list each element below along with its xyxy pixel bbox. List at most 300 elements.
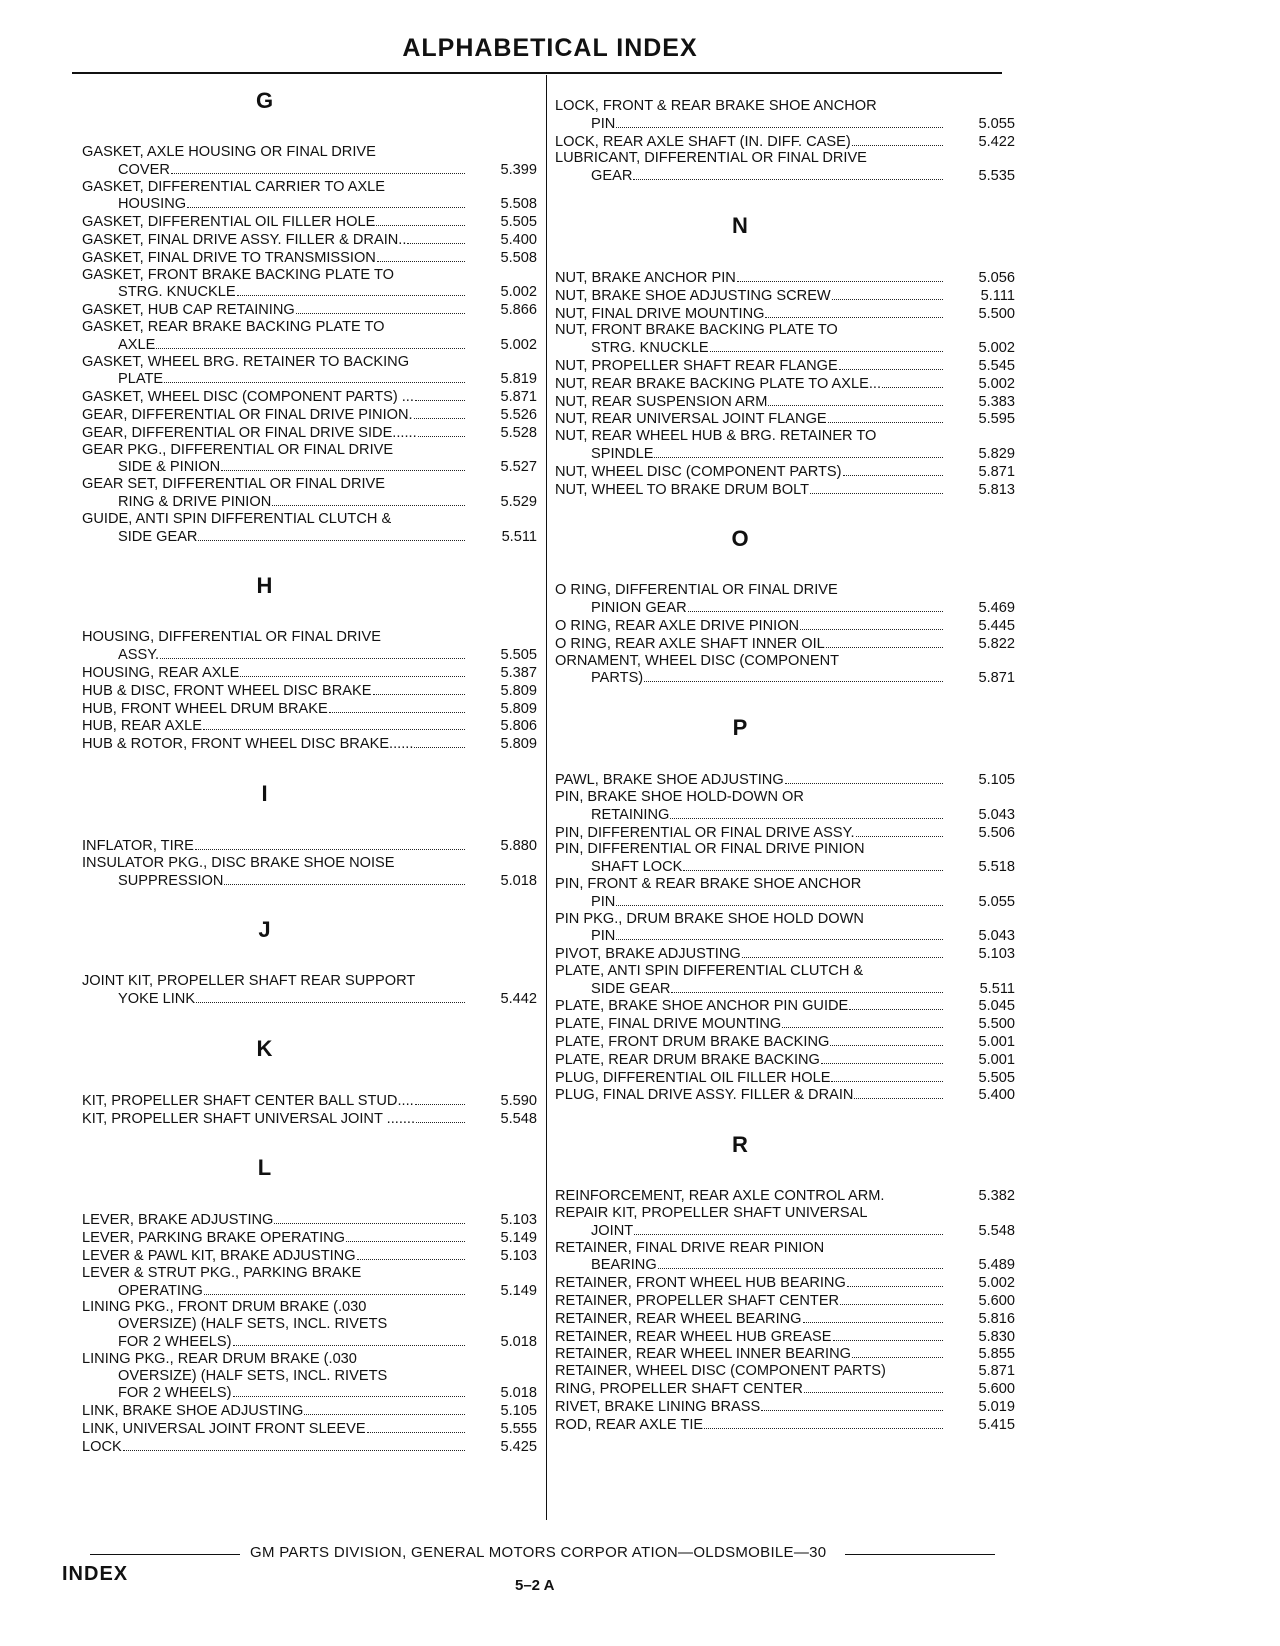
index-entry: [555, 1398, 1015, 1416]
index-entry: [555, 1292, 1015, 1310]
entry-name: FOR 2 WHEELS): [118, 1334, 232, 1351]
entry-name: JOINT: [591, 1222, 634, 1239]
page-reference: 5.866: [500, 302, 537, 319]
index-entry: [555, 463, 1015, 481]
page-reference: 5.600: [978, 1293, 1015, 1310]
index-entry: [555, 1310, 1015, 1328]
left-column: [82, 88, 537, 1456]
entry-name: PLATE, ANTI SPIN DIFFERENTIAL CLUTCH &: [555, 962, 864, 979]
dot-leader: [204, 1282, 465, 1295]
entry-name: LEVER & PAWL KIT, BRAKE ADJUSTING: [82, 1248, 356, 1265]
index-entry: [555, 876, 1015, 911]
dot-leader: [761, 1398, 943, 1411]
entry-name: REPAIR KIT, PROPELLER SHAFT UNIVERSAL: [555, 1205, 868, 1222]
entry-name: LINK, UNIVERSAL JOINT FRONT SLEEVE: [82, 1421, 366, 1438]
page-reference: 5.822: [978, 635, 1015, 652]
page-reference: 5.518: [978, 859, 1015, 876]
entry-name: OVERSIZE) (HALF SETS, INCL. RIVETS: [118, 1316, 388, 1333]
entry-name: INFLATOR, TIRE: [82, 837, 194, 854]
index-entry: [82, 301, 537, 319]
page-reference: 5.019: [978, 1398, 1015, 1415]
index-entry: [82, 1229, 537, 1247]
entry-name: NUT, FINAL DRIVE MOUNTING: [555, 305, 765, 322]
right-column: [555, 98, 1015, 1433]
entry-name: PLUG, DIFFERENTIAL OIL FILLER HOLE: [555, 1069, 831, 1086]
dot-leader: [644, 669, 943, 682]
entry-name: LINK, BRAKE SHOE ADJUSTING: [82, 1403, 304, 1420]
entry-name: PIN: [591, 115, 616, 132]
entry-name: HUB, FRONT WHEEL DRUM BRAKE: [82, 700, 328, 717]
entry-name: GASKET, HUB CAP RETAINING: [82, 302, 295, 319]
index-entry: [555, 1069, 1015, 1087]
dot-leader: [616, 115, 943, 128]
page-reference: 5.399: [500, 161, 537, 178]
page-reference: 5.103: [978, 946, 1015, 963]
dot-leader: [832, 287, 943, 300]
entry-name: JOINT KIT, PROPELLER SHAFT REAR SUPPORT: [82, 973, 416, 990]
index-entry: [82, 837, 537, 855]
entry-name: NUT, REAR UNIVERSAL JOINT FLANGE: [555, 411, 827, 428]
index-entry: [555, 393, 1015, 411]
entry-name: NUT, FRONT BRAKE BACKING PLATE TO: [555, 322, 838, 339]
index-entry: [82, 424, 537, 442]
index-entry: [555, 771, 1015, 789]
index-entry: [82, 354, 537, 389]
dot-leader: [849, 997, 943, 1010]
index-entry: [555, 98, 1015, 133]
index-entry: [555, 617, 1015, 635]
entry-name: RETAINER, FRONT WHEEL HUB BEARING: [555, 1275, 846, 1292]
entry-name: LINING PKG., REAR DRUM BRAKE (.030: [82, 1350, 357, 1367]
page-reference: 5.506: [978, 824, 1015, 841]
index-entry: [82, 319, 537, 354]
dot-leader: [737, 269, 943, 282]
dot-leader: [416, 1110, 465, 1123]
dot-leader: [224, 872, 465, 885]
page-reference: 5.813: [978, 481, 1015, 498]
index-entry: [82, 1420, 537, 1438]
entry-name: BEARING: [591, 1257, 657, 1274]
page-reference: 5.829: [978, 445, 1015, 462]
entry-name: RETAINER, REAR WHEEL INNER BEARING: [555, 1346, 851, 1363]
entry-name: LEVER, BRAKE ADJUSTING: [82, 1212, 274, 1229]
index-entry: [82, 249, 537, 267]
entry-name: NUT, REAR WHEEL HUB & BRG. RETAINER TO: [555, 428, 877, 445]
entry-name: GEAR, DIFFERENTIAL OR FINAL DRIVE PINION.: [82, 406, 413, 423]
entry-name: RETAINER, PROPELLER SHAFT CENTER: [555, 1293, 840, 1310]
entry-name: HUB & ROTOR, FRONT WHEEL DISC BRAKE......: [82, 736, 414, 753]
index-entry: [555, 1328, 1015, 1346]
index-entry: [555, 945, 1015, 963]
page-reference: 5.511: [501, 528, 537, 545]
entry-name: PAWL, BRAKE SHOE ADJUSTING: [555, 772, 784, 789]
dot-leader: [367, 1420, 465, 1433]
dot-leader: [882, 375, 943, 388]
index-entry: [82, 1265, 537, 1300]
index-entry: [555, 375, 1015, 393]
page-reference: 5.469: [978, 600, 1015, 617]
dot-leader: [830, 1033, 943, 1046]
page-reference: 5.508: [500, 196, 537, 213]
section-letter: I: [261, 780, 268, 806]
entry-name: NUT, WHEEL DISC (COMPONENT PARTS): [555, 463, 842, 480]
page-reference: 5.018: [500, 872, 537, 889]
dot-leader: [187, 195, 465, 208]
entry-name: SIDE GEAR: [591, 980, 671, 997]
entry-name: O RING, REAR AXLE SHAFT INNER OIL: [555, 635, 825, 652]
dot-leader: [164, 370, 465, 383]
page-reference: 5.001: [978, 1034, 1015, 1051]
index-entry: [555, 1416, 1015, 1434]
entry-name: GASKET, FINAL DRIVE ASSY. FILLER & DRAIN..: [82, 231, 407, 248]
page-reference: 5.505: [978, 1069, 1015, 1086]
entry-name: FOR 2 WHEELS): [118, 1385, 232, 1402]
entry-name: PARTS): [591, 670, 644, 687]
entry-name: RETAINER, WHEEL DISC (COMPONENT PARTS): [555, 1363, 886, 1380]
index-entry: [555, 1240, 1015, 1275]
entry-name: HUB & DISC, FRONT WHEEL DISC BRAKE: [82, 682, 372, 699]
index-entry: [82, 973, 537, 1008]
dot-leader: [171, 161, 465, 174]
dot-leader: [123, 1438, 465, 1451]
index-entry: [555, 322, 1015, 357]
index-entry: [82, 442, 537, 477]
page-reference: 5.055: [978, 893, 1015, 910]
dot-leader: [376, 213, 465, 226]
entry-name: GEAR PKG., DIFFERENTIAL OR FINAL DRIVE: [82, 441, 394, 458]
dot-leader: [616, 893, 943, 906]
page-reference: 5.383: [978, 393, 1015, 410]
entry-name: SIDE GEAR: [118, 528, 198, 545]
entry-name: RETAINER, REAR WHEEL HUB GREASE: [555, 1328, 832, 1345]
page-reference: 5.527: [500, 459, 537, 476]
dot-leader: [160, 646, 465, 659]
entry-name: GASKET, WHEEL BRG. RETAINER TO BACKING: [82, 353, 410, 370]
page-reference: 5.415: [978, 1416, 1015, 1433]
entry-name: LOCK: [82, 1438, 122, 1455]
page-reference: 5.018: [500, 1385, 537, 1402]
dot-leader: [670, 806, 943, 819]
entry-name: LEVER, PARKING BRAKE OPERATING: [82, 1230, 346, 1247]
index-entry: [555, 653, 1015, 688]
entry-name: NUT, PROPELLER SHAFT REAR FLANGE: [555, 357, 838, 374]
page-reference: 5.002: [978, 340, 1015, 357]
index-entry: [555, 269, 1015, 287]
page-reference: 5.442: [500, 991, 537, 1008]
column-divider: [546, 75, 547, 1520]
index-entry: [82, 1402, 537, 1420]
page-reference: 5.111: [980, 287, 1015, 304]
entry-name: GEAR, DIFFERENTIAL OR FINAL DRIVE SIDE......: [82, 424, 417, 441]
index-entry: [555, 1188, 1015, 1205]
page-reference: 5.055: [978, 115, 1015, 132]
page-reference: 5.103: [500, 1248, 537, 1265]
index-entry: [555, 428, 1015, 463]
dot-leader: [800, 617, 943, 630]
entry-name: YOKE LINK: [118, 991, 196, 1008]
page-reference: 5.548: [978, 1222, 1015, 1239]
page-reference: 5.500: [978, 1016, 1015, 1033]
entry-name: RIVET, BRAKE LINING BRASS: [555, 1398, 761, 1415]
index-entry: [82, 388, 537, 406]
page-reference: 5.103: [500, 1212, 537, 1229]
page-reference: 5.535: [978, 168, 1015, 185]
entry-name: LOCK, REAR AXLE SHAFT (IN. DIFF. CASE): [555, 133, 851, 150]
index-entry: [82, 213, 537, 231]
dot-leader: [415, 388, 465, 401]
entry-name: PIN: [591, 893, 616, 910]
page-reference: 5.105: [500, 1403, 537, 1420]
dot-leader: [803, 1310, 943, 1323]
index-entry: [82, 1438, 537, 1456]
entry-name: NUT, BRAKE SHOE ADJUSTING SCREW: [555, 287, 831, 304]
entry-name: HUB, REAR AXLE: [82, 718, 203, 735]
index-entry: [82, 1110, 537, 1128]
entry-name: LUBRICANT, DIFFERENTIAL OR FINAL DRIVE: [555, 150, 867, 167]
index-entry: [82, 511, 537, 546]
entry-name: PLATE, REAR DRUM BRAKE BACKING: [555, 1051, 820, 1068]
page-reference: 5.018: [500, 1334, 537, 1351]
entry-name: SPINDLE: [591, 445, 654, 462]
dot-leader: [785, 771, 943, 784]
index-entry: [555, 410, 1015, 428]
page-reference: 5.871: [978, 463, 1015, 480]
page-reference: 5.002: [500, 336, 537, 353]
entry-name: LINING PKG., FRONT DRUM BRAKE (.030: [82, 1299, 367, 1316]
dot-leader: [828, 410, 943, 423]
entry-name: PINION GEAR: [591, 600, 687, 617]
page-reference: 5.871: [978, 670, 1015, 687]
index-entry: [82, 231, 537, 249]
entry-name: SHAFT LOCK: [591, 859, 683, 876]
entry-name: STRG. KNUCKLE: [118, 284, 236, 301]
index-entry: [82, 700, 537, 718]
index-entry: [82, 629, 537, 664]
section-letter: H: [256, 573, 273, 599]
entry-name: REINFORCEMENT, REAR AXLE CONTROL ARM.: [555, 1188, 885, 1205]
entry-name: PLATE, BRAKE SHOE ANCHOR PIN GUIDE: [555, 998, 849, 1015]
index-entry: [82, 144, 537, 179]
dot-leader: [414, 406, 465, 419]
entry-name: PIN, BRAKE SHOE HOLD-DOWN OR: [555, 788, 804, 805]
dot-leader: [839, 357, 943, 370]
index-entry: [555, 963, 1015, 998]
dot-leader: [195, 837, 465, 850]
entry-name: PIN PKG., DRUM BRAKE SHOE HOLD DOWN: [555, 910, 864, 927]
page-reference: 5.045: [978, 998, 1015, 1015]
page-reference: 5.855: [978, 1346, 1015, 1363]
dot-leader: [373, 682, 466, 695]
page-reference: 5.505: [500, 214, 537, 231]
page-reference: 5.445: [978, 617, 1015, 634]
page-reference: 5.555: [500, 1421, 537, 1438]
entry-name: ASSY.: [118, 647, 160, 664]
index-entry: [555, 997, 1015, 1015]
page-reference: 5.149: [500, 1282, 537, 1299]
page-reference: 5.382: [978, 1188, 1015, 1205]
page-reference: 5.489: [978, 1257, 1015, 1274]
index-entry: [555, 582, 1015, 617]
dot-leader: [415, 1092, 465, 1105]
dot-leader: [304, 1402, 465, 1415]
index-entry: [555, 287, 1015, 305]
footer-rule-left: [90, 1554, 240, 1555]
entry-name: RING & DRIVE PINION: [118, 493, 272, 510]
dot-leader: [683, 858, 943, 871]
page-reference: 5.595: [978, 411, 1015, 428]
index-entry: [82, 1247, 537, 1265]
entry-name: COVER: [118, 161, 170, 178]
entry-name: GASKET, DIFFERENTIAL CARRIER TO AXLE: [82, 178, 386, 195]
entry-name: KIT, PROPELLER SHAFT CENTER BALL STUD....: [82, 1092, 414, 1109]
title-rule: [72, 72, 1002, 74]
page-title: ALPHABETICAL INDEX: [402, 34, 698, 62]
page-reference: 5.508: [500, 249, 537, 266]
index-entry: [82, 406, 537, 424]
page-reference: 5.105: [978, 772, 1015, 789]
entry-name: RETAINING: [591, 806, 670, 823]
dot-leader: [671, 980, 943, 993]
page-reference: 5.529: [500, 493, 537, 510]
entry-name: GEAR SET, DIFFERENTIAL OR FINAL DRIVE: [82, 476, 386, 493]
entry-name: GASKET, FINAL DRIVE TO TRANSMISSION: [82, 249, 376, 266]
entry-name: HOUSING: [118, 196, 187, 213]
index-entry: [555, 789, 1015, 824]
index-entry: [555, 1086, 1015, 1104]
entry-name: PLATE: [118, 371, 164, 388]
entry-name: PIN: [591, 928, 616, 945]
page-reference: 5.830: [978, 1328, 1015, 1345]
index-entry: [555, 1033, 1015, 1051]
index-entry: [82, 735, 537, 753]
index-entry: [555, 481, 1015, 499]
index-entry: [555, 1380, 1015, 1398]
dot-leader: [886, 1188, 944, 1200]
entry-name: RETAINER, FINAL DRIVE REAR PINION: [555, 1239, 825, 1256]
entry-name: GUIDE, ANTI SPIN DIFFERENTIAL CLUTCH &: [82, 510, 392, 527]
dot-leader: [710, 339, 943, 352]
entry-name: INSULATOR PKG., DISC BRAKE SHOE NOISE: [82, 854, 395, 871]
dot-leader: [357, 1247, 465, 1260]
entry-name: RETAINER, REAR WHEEL BEARING: [555, 1310, 802, 1327]
page-reference: 5.548: [500, 1110, 537, 1127]
page-reference: 5.871: [978, 1363, 1015, 1380]
dot-leader: [203, 717, 465, 730]
section-letter: R: [732, 1132, 748, 1158]
index-entry: [555, 305, 1015, 323]
entry-name: GASKET, REAR BRAKE BACKING PLATE TO: [82, 318, 385, 335]
section-letter: G: [255, 88, 274, 113]
page-reference: 5.400: [978, 1087, 1015, 1104]
page-reference: 5.809: [500, 736, 537, 753]
dot-leader: [765, 305, 943, 318]
dot-leader: [196, 990, 465, 1003]
entry-name: STRG. KNUCKLE: [591, 340, 709, 357]
dot-leader: [272, 493, 465, 506]
index-entry: [555, 1051, 1015, 1069]
entry-name: NUT, REAR SUSPENSION ARM: [555, 393, 768, 410]
page-reference: 5.043: [978, 928, 1015, 945]
entry-name: PLATE, FINAL DRIVE MOUNTING: [555, 1016, 782, 1033]
dot-leader: [833, 1328, 943, 1341]
page-reference: 5.871: [500, 389, 537, 406]
dot-leader: [414, 735, 465, 748]
index-entry: [82, 682, 537, 700]
dot-leader: [782, 1015, 943, 1028]
section-letter: L: [257, 1155, 272, 1181]
entry-name: PIN, FRONT & REAR BRAKE SHOE ANCHOR: [555, 875, 862, 892]
index-entry: [555, 150, 1015, 185]
dot-leader: [274, 1211, 465, 1224]
index-entry: [555, 1345, 1015, 1363]
dot-leader: [742, 945, 943, 958]
index-entry: [82, 476, 537, 511]
dot-leader: [634, 1222, 943, 1235]
dot-leader: [240, 664, 465, 677]
dot-leader: [831, 1069, 943, 1082]
entry-name: HOUSING, DIFFERENTIAL OR FINAL DRIVE: [82, 629, 381, 646]
entry-name: GASKET, DIFFERENTIAL OIL FILLER HOLE: [82, 214, 376, 231]
entry-name: ROD, REAR AXLE TIE: [555, 1416, 704, 1433]
index-entry: [82, 179, 537, 214]
section-letter: P: [732, 715, 748, 741]
footer-publisher: GM PARTS DIVISION, GENERAL MOTORS CORPOR ATION—OLDSMOBILE—30: [250, 1544, 827, 1561]
dot-leader: [843, 463, 944, 476]
index-entry: [555, 1274, 1015, 1292]
dot-leader: [329, 700, 465, 713]
page-reference: 5.422: [978, 133, 1015, 150]
dot-leader: [233, 1384, 465, 1397]
index-entry: [82, 1299, 537, 1350]
page-reference: 5.002: [500, 284, 537, 301]
entry-name: O RING, REAR AXLE DRIVE PINION: [555, 617, 800, 634]
page-reference: 5.505: [500, 647, 537, 664]
dot-leader: [688, 599, 943, 612]
entry-name: AXLE: [118, 336, 156, 353]
page-reference: 5.400: [500, 231, 537, 248]
entry-name: GASKET, AXLE HOUSING OR FINAL DRIVE: [82, 144, 376, 160]
entry-name: HOUSING, REAR AXLE: [82, 664, 240, 681]
dot-leader: [407, 231, 465, 244]
index-entry: [82, 1211, 537, 1229]
dot-leader: [847, 1274, 943, 1287]
index-entry: [82, 855, 537, 890]
index-entry: [555, 1363, 1015, 1380]
dot-leader: [704, 1416, 943, 1429]
dot-leader: [198, 528, 465, 541]
section-letter: K: [256, 1035, 273, 1061]
page-reference: 5.819: [500, 371, 537, 388]
dot-leader: [377, 249, 465, 262]
entry-name: PIN, DIFFERENTIAL OR FINAL DRIVE ASSY.: [555, 824, 855, 841]
page-reference: 5.043: [978, 806, 1015, 823]
entry-name: O RING, DIFFERENTIAL OR FINAL DRIVE: [555, 582, 838, 599]
entry-name: NUT, BRAKE ANCHOR PIN: [555, 269, 736, 286]
dot-leader: [852, 1345, 943, 1358]
page-reference: 5.809: [500, 700, 537, 717]
index-entry: [555, 1205, 1015, 1240]
page-reference: 5.600: [978, 1381, 1015, 1398]
page-reference: 5.545: [978, 357, 1015, 374]
entry-name: OVERSIZE) (HALF SETS, INCL. RIVETS: [118, 1367, 388, 1384]
entry-name: PLUG, FINAL DRIVE ASSY. FILLER & DRAIN: [555, 1087, 854, 1104]
index-entry: [82, 664, 537, 682]
entry-name: LOCK, FRONT & REAR BRAKE SHOE ANCHOR: [555, 98, 877, 114]
dot-leader: [856, 824, 943, 837]
dot-leader: [233, 1333, 465, 1346]
dot-leader: [852, 133, 943, 146]
page-reference: 5.387: [500, 664, 537, 681]
